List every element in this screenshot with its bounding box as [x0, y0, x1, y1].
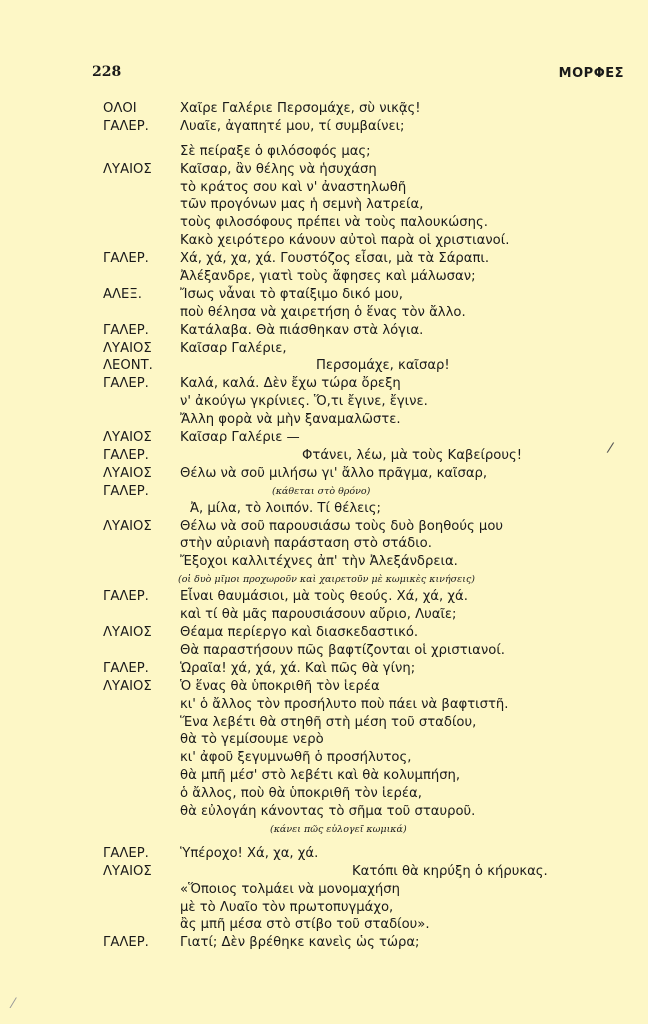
script-line [0, 588, 648, 606]
line-text: τὸ κράτος σου καὶ ν' ἀναστηλωθῆ [180, 179, 407, 195]
script-line [0, 624, 648, 642]
pencil-mark-icon: ⁄ [12, 996, 15, 1012]
stage-direction: (κάθεται στὸ θρόνο) [272, 485, 371, 497]
script-line [0, 232, 648, 250]
script-line [0, 731, 648, 749]
script-line [0, 118, 648, 136]
line-text: θὰ εὐλογάη κάνοντας τὸ σῆμα τοῦ σταυροῦ. [180, 803, 476, 819]
script-line [0, 483, 648, 500]
speaker-name: ΓΑΛΕΡ. [103, 118, 149, 134]
script-line [0, 899, 648, 917]
line-text: θὰ μπῆ μέσ' στὸ λεβέτι καὶ θὰ κολυμπήση, [180, 768, 461, 784]
line-text: Ἴσως νἆναι τὸ φταίξιμο δικό μου, [180, 286, 403, 302]
line-text: Ἀ, μίλα, τὸ λοιπόν. Τί θέλεις; [190, 500, 381, 516]
speaker-name: ΓΑΛΕΡ. [103, 483, 149, 499]
line-text: Περσομάχε, καῖσαρ! [316, 358, 450, 374]
script-line [0, 411, 648, 429]
line-text: Θέαμα περίεργο καὶ διασκεδαστικό. [180, 625, 419, 641]
speaker-name: ΛΥΑΙΟΣ [103, 340, 152, 356]
line-text: ἂς μπῆ μέσα στὸ στίβο τοῦ σταδίου». [180, 917, 430, 933]
speaker-name: ΛΥΑΙΟΣ [103, 161, 152, 177]
script-line [0, 553, 648, 571]
speaker-name: ΛΕΟΝΤ. [103, 358, 153, 374]
line-text: τοὺς φιλοσόφους πρέπει νὰ τοὺς παλουκώσης. [180, 215, 488, 231]
script-line [0, 304, 648, 322]
script-line [0, 642, 648, 660]
line-text: Ὡραῖα! χά, χά, χά. Καὶ πῶς θὰ γίνη; [180, 660, 416, 676]
script-line [0, 767, 648, 785]
speaker-name: ΓΑΛΕΡ. [103, 935, 149, 951]
line-text: θὰ τὸ γεμίσουμε νερὸ [180, 732, 324, 748]
script-line [0, 447, 648, 465]
line-text: Ἀλέξανδρε, γιατὶ τοὺς ἄφησες καὶ μάλωσαν; [180, 269, 476, 285]
script-line [0, 179, 648, 197]
script-line [0, 250, 648, 268]
line-text: ν' ἀκούγω γκρίνιες. Ὅ,τι ἔγινε, ἔγινε. [180, 394, 428, 410]
line-text: μὲ τὸ Λυαῖο τὸν πρωτοπυγμάχο, [180, 899, 394, 915]
script-line [0, 161, 648, 179]
line-text: κι' ὁ ἄλλος τὸν προσήλυτο ποὺ πάει νὰ βαφτιστῆ. [180, 696, 509, 712]
script-line [0, 845, 648, 863]
script-line [0, 821, 648, 838]
speaker-name: ΛΥΑΙΟΣ [103, 678, 152, 694]
speaker-name: ΑΛΕΞ. [103, 286, 142, 302]
script-line [0, 143, 648, 161]
line-text: ὁ ἄλλος, ποὺ θὰ ὑποκριθῆ τὸν ἱερέα, [180, 786, 422, 802]
speaker-name: ΓΑΛΕΡ. [103, 845, 149, 861]
speaker-name: ΛΥΑΙΟΣ [103, 863, 152, 879]
speaker-name: ΓΑΛΕΡ. [103, 322, 149, 338]
speaker-name: ΓΑΛΕΡ. [103, 660, 149, 676]
line-text: καὶ τί θὰ μᾶς παρουσιάσουν αὔριο, Λυαῖε; [180, 607, 457, 623]
line-text: Κατόπι θὰ κηρύξη ὁ κήρυκας. [352, 863, 548, 879]
script-line [0, 863, 648, 881]
line-text: Ὑπέροχο! Χά, χα, χά. [180, 845, 319, 861]
line-text: Γιατί; Δὲν βρέθηκε κανεὶς ὡς τώρα; [180, 935, 420, 951]
stage-direction: (κάνει πῶς εὐλογεῖ κωμικά) [270, 823, 407, 835]
line-text: Ὁ ἕνας θὰ ὑποκριθῆ τὸν ἱερέα [180, 678, 380, 694]
script-text [0, 100, 648, 952]
script-line [0, 749, 648, 767]
script-line [0, 518, 648, 536]
script-line [0, 934, 648, 952]
speaker-name: ΓΑΛΕΡ. [103, 447, 149, 463]
script-line [0, 500, 648, 518]
line-text: στὴν αὐριανὴ παράσταση στὸ στάδιο. [180, 536, 432, 552]
script-line [0, 881, 648, 899]
line-text: Σὲ πείραξε ὁ φιλόσοφός μας; [180, 143, 371, 159]
stage-direction: (οἱ δυὸ μῖμοι προχωροῦν καὶ χαιρετοῦν μὲ κωμικὲς κινήσεις) [178, 574, 475, 586]
speaker-name: ΓΑΛΕΡ. [103, 589, 149, 605]
speaker-name: ΟΛΟΙ [103, 101, 137, 116]
script-line [0, 696, 648, 714]
script-line [0, 785, 648, 803]
line-text: Χαῖρε Γαλέριε Περσομάχε, σὺ νικᾷς! [180, 101, 421, 116]
speaker-name: ΛΥΑΙΟΣ [103, 465, 152, 481]
line-text: Καῖσαρ, ἂν θέλης νὰ ἡσυχάση [180, 161, 377, 177]
script-line [0, 268, 648, 286]
script-line [0, 196, 648, 214]
script-line [0, 340, 648, 358]
line-text: Χά, χά, χα, χά. Γουστόζος εἶσαι, μὰ τὰ Σάραπι. [180, 251, 490, 267]
script-line [0, 678, 648, 696]
line-text: Καῖσαρ Γαλέριε, [180, 340, 287, 356]
script-line [0, 286, 648, 304]
script-line [0, 660, 648, 678]
line-text: Θέλω νὰ σοῦ παρουσιάσω τοὺς δυὸ βοηθούς μου [180, 518, 504, 534]
script-line [0, 714, 648, 732]
line-text: Καλά, καλά. Δὲν ἔχω τώρα ὄρεξη [180, 376, 401, 392]
script-line [0, 916, 648, 934]
line-text: Ἄλλη φορὰ νὰ μὴν ξαναμαλῶστε. [180, 412, 401, 428]
script-line [0, 429, 648, 447]
line-text: Λυαῖε, ἀγαπητέ μου, τί συμβαίνει; [180, 118, 405, 134]
line-text: Ἔξοχοι καλλιτέχνες ἀπ' τὴν Ἀλεξάνδρεια. [180, 554, 458, 570]
script-line [0, 393, 648, 411]
line-text: Ἕνα λεβέτι θὰ στηθῆ στὴ μέση τοῦ σταδίου, [180, 714, 477, 730]
line-text: τῶν προγόνων μας ἡ σεμνὴ λατρεία, [180, 197, 424, 213]
line-text: Φτάνει, λέω, μὰ τοὺς Καβείρους! [302, 447, 523, 463]
script-line [0, 357, 648, 375]
line-text: Καῖσαρ Γαλέριε — [180, 430, 300, 446]
line-text: κι' ἀφοῦ ξεγυμνωθῆ ὁ προσήλυτος, [180, 750, 412, 766]
speaker-name: ΓΑΛΕΡ. [103, 251, 149, 267]
running-title: ΜΟΡΦΕΣ [558, 66, 624, 81]
speaker-name: ΛΥΑΙΟΣ [103, 430, 152, 446]
pencil-mark-icon: / [606, 439, 615, 457]
line-text: Εἶναι θαυμάσιοι, μὰ τοὺς θεούς. Χά, χά, χά. [180, 589, 468, 605]
script-line [0, 465, 648, 483]
line-text: Θὰ παραστήσουν πῶς βαφτίζονται οἱ χριστιανοί. [180, 642, 505, 658]
script-line [0, 322, 648, 340]
speaker-name: ΛΥΑΙΟΣ [103, 518, 152, 534]
speaker-name: ΓΑΛΕΡ. [103, 376, 149, 392]
line-text: Κατάλαβα. Θὰ πιάσθηκαν στὰ λόγια. [180, 322, 424, 338]
line-text: ποὺ θέλησα νὰ χαιρετήση ὁ ἕνας τὸν ἄλλο. [180, 304, 466, 320]
script-line [0, 803, 648, 821]
line-text: Κακὸ χειρότερο κάνουν αὐτοὶ παρὰ οἱ χριστιανοί. [180, 233, 510, 249]
script-line [0, 214, 648, 232]
script-line [0, 606, 648, 624]
line-text: Θέλω νὰ σοῦ μιλήσω γι' ἄλλο πρᾶγμα, καῖσαρ, [180, 465, 488, 481]
script-line [0, 375, 648, 393]
line-text: «Ὅποιος τολμάει νὰ μονομαχήση [180, 881, 400, 897]
script-line [0, 100, 648, 118]
script-line [0, 571, 648, 588]
speaker-name: ΛΥΑΙΟΣ [103, 625, 152, 641]
script-line [0, 535, 648, 553]
page-number: 228 [92, 64, 122, 80]
